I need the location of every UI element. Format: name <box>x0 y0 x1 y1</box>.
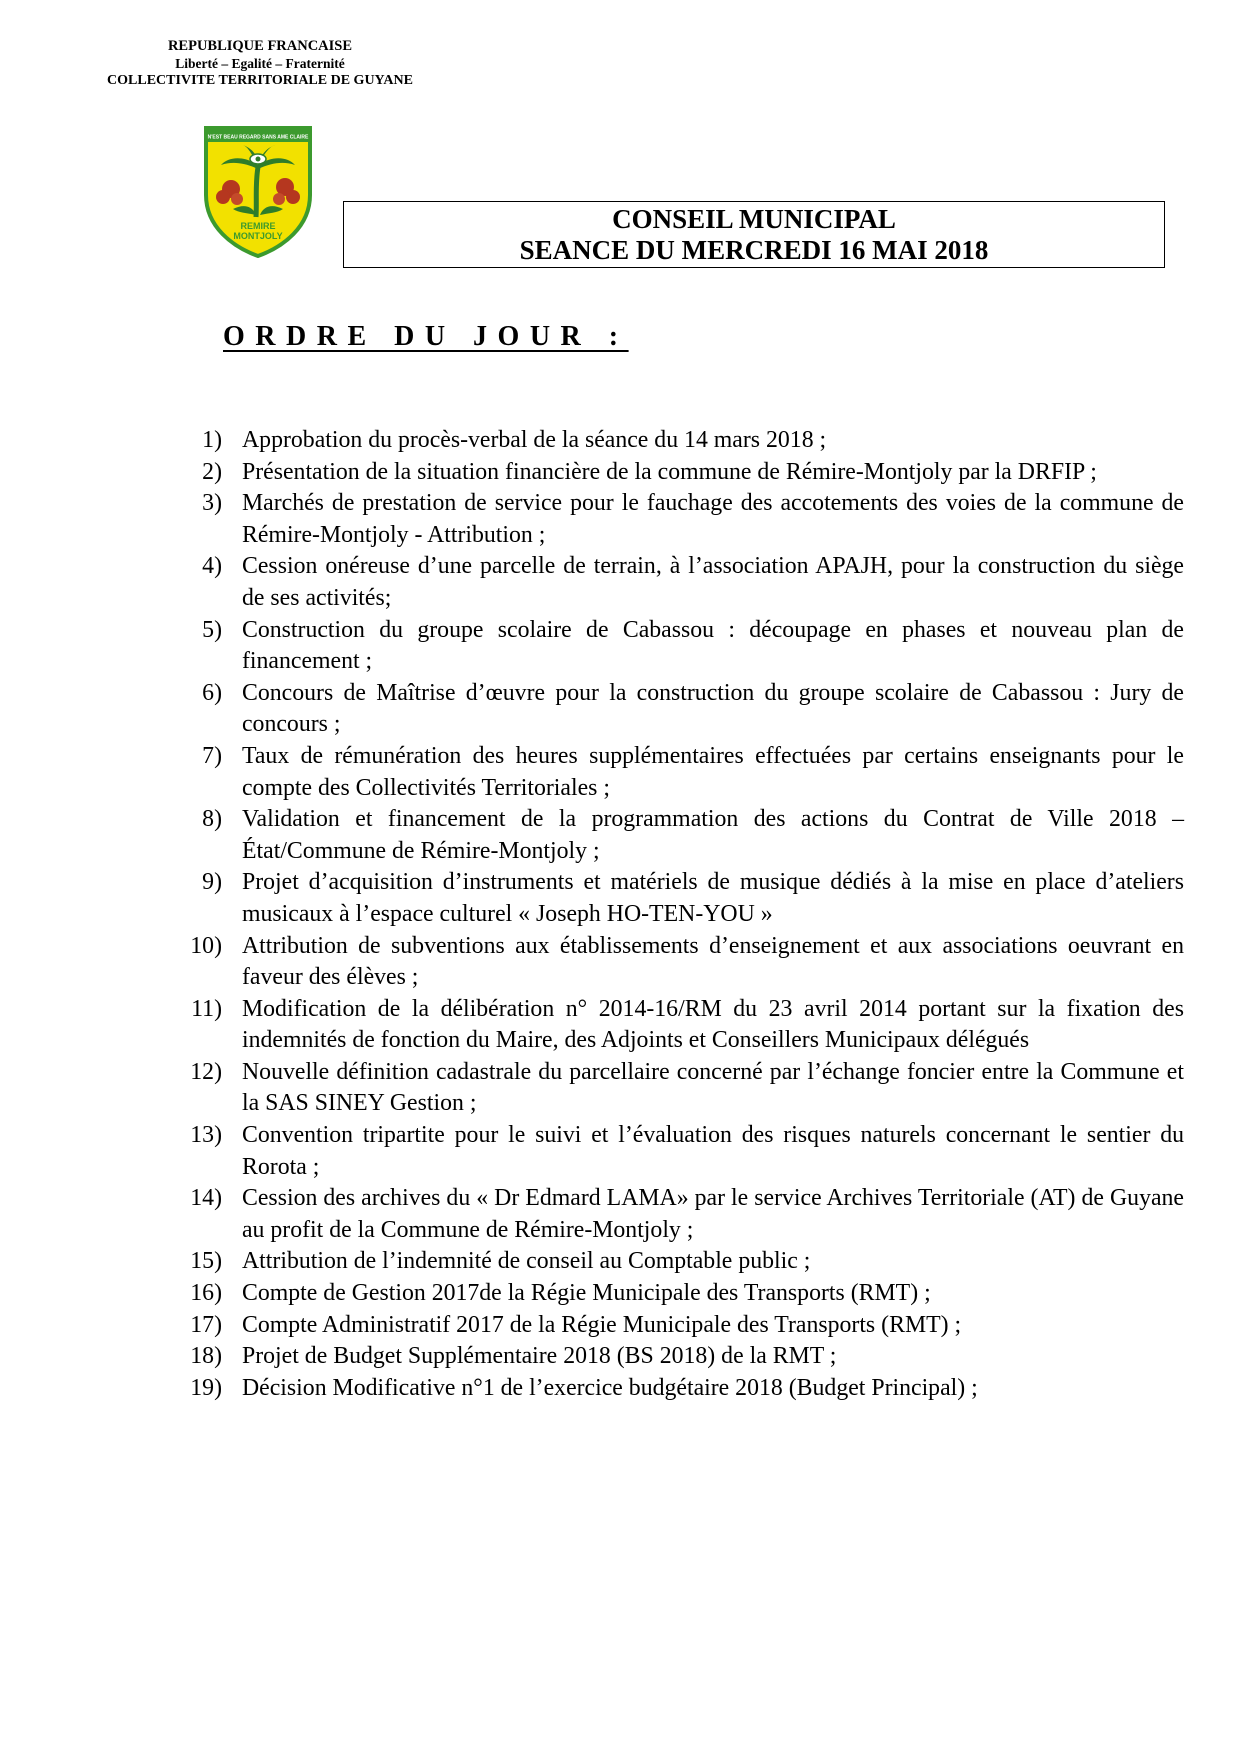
agenda-item <box>170 1278 1184 1310</box>
agenda-item-number: 3) <box>202 490 222 517</box>
agenda-item-number: 13) <box>190 1122 222 1149</box>
agenda-item-number: 2) <box>202 458 222 485</box>
agenda-item <box>170 1183 1184 1246</box>
agenda-item-number: 4) <box>202 553 222 580</box>
agenda-item-text: Approbation du procès-verbal de la séance du 14 mars 2018 ; <box>242 427 827 453</box>
agenda-item-number: 1) <box>202 427 222 453</box>
agenda-item-number: 12) <box>190 1058 222 1085</box>
agenda-item <box>170 994 1184 1057</box>
agenda-item-number: 7) <box>202 742 222 769</box>
meeting-title-box <box>343 201 1165 268</box>
header-block <box>72 38 448 89</box>
agenda-item-text: Attribution de l’indemnité de conseil au Comptable public ; <box>242 1248 811 1275</box>
agenda-item-number: 11) <box>191 995 222 1022</box>
agenda-item <box>170 804 1184 867</box>
agenda-item-text: Compte Administratif 2017 de la Régie Municipale des Transports (RMT) ; <box>242 1311 962 1338</box>
agenda-item <box>170 551 1184 614</box>
agenda-item <box>170 741 1184 804</box>
meeting-title: CONSEIL MUNICIPAL <box>612 204 896 234</box>
agenda-item <box>170 488 1184 551</box>
agenda-item-text: Cession des archives du « Dr Edmard LAMA» par le service Archives Territoriale (AT) de Guyane au profit de la Commune de Rémire-Montjoly ; <box>242 1185 1184 1243</box>
crest-name-line1: REMIRE <box>240 221 276 231</box>
agenda-item-text: Convention tripartite pour le suivi et l’évaluation des risques naturels concernant le sentier du Rorota ; <box>242 1122 1184 1180</box>
agenda-item <box>170 931 1184 994</box>
header-collectivite: COLLECTIVITE TERRITORIALE DE GUYANE <box>107 73 413 88</box>
agenda-item <box>170 867 1184 930</box>
agenda-item-text: Taux de rémunération des heures supplémentaires effectuées par certains enseignants pour le compte des Collectivités Territoriales ; <box>242 742 1184 801</box>
agenda-item-number: 9) <box>202 869 222 896</box>
meeting-date: SEANCE DU MERCREDI 16 MAI 2018 <box>519 235 989 265</box>
agenda-item-text: Présentation de la situation financière de la commune de Rémire-Montjoly par la DRFIP ; <box>242 458 1097 485</box>
remire-montjoly-crest-logo <box>203 125 313 258</box>
agenda-item-number: 19) <box>190 1374 222 1401</box>
agenda-item-number: 17) <box>190 1311 222 1338</box>
agenda-item-text: Validation et financement de la programmation des actions du Contrat de Ville 2018 – État/Commune de Rémire-Montjoly ; <box>242 806 1184 864</box>
agenda-item-number: 6) <box>202 679 222 706</box>
agenda-item-text: Cession onéreuse d’une parcelle de terrain, à l’association APAJH, pour la construction du siège de ses activités; <box>242 553 1184 611</box>
header-devise: Liberté – Egalité – Fraternité <box>175 56 345 71</box>
agenda-item-text: Modification de la délibération n° 2014-16/RM du 23 avril 2014 portant sur la fixation des indemnités de fonction du Maire, des Adjoints et Conseillers Municipaux délégués <box>242 995 1184 1054</box>
agenda-item-number: 15) <box>190 1248 222 1275</box>
agenda-item <box>170 1246 1184 1278</box>
agenda-heading: ORDRE DU JOUR : <box>223 321 629 352</box>
agenda-item-text: Projet de Budget Supplémentaire 2018 (BS 2018) de la RMT ; <box>242 1343 837 1370</box>
agenda-item-text: Nouvelle définition cadastrale du parcellaire concerné par l’échange foncier entre la Commune et la SAS SINEY Gestion ; <box>242 1058 1184 1117</box>
agenda-item <box>170 425 1184 457</box>
agenda-item <box>170 1057 1184 1120</box>
agenda-item <box>170 1341 1184 1373</box>
agenda-item-text: Compte de Gestion 2017de la Régie Municipale des Transports (RMT) ; <box>242 1280 931 1307</box>
agenda-list <box>170 425 1184 1404</box>
agenda-item <box>170 615 1184 678</box>
agenda-item <box>170 1310 1184 1342</box>
agenda-item <box>170 1120 1184 1183</box>
agenda-item-number: 14) <box>190 1185 222 1212</box>
agenda-item-number: 8) <box>202 806 222 833</box>
agenda-item <box>170 1373 1184 1405</box>
agenda-item-text: Construction du groupe scolaire de Cabassou : découpage en phases et nouveau plan de financement ; <box>242 616 1184 675</box>
agenda-item-number: 18) <box>190 1343 222 1370</box>
agenda-item-number: 10) <box>190 932 222 959</box>
agenda-item-text: Concours de Maîtrise d’œuvre pour la construction du groupe scolaire de Cabassou : Jury de concours ; <box>242 679 1184 738</box>
agenda-item-number: 16) <box>190 1280 222 1307</box>
agenda-item <box>170 678 1184 741</box>
agenda-item-number: 5) <box>202 616 222 643</box>
agenda-item-text: Marchés de prestation de service pour le fauchage des accotements des voies de la commune de Rémire-Montjoly - Attribution ; <box>242 490 1184 548</box>
agenda-item-text: Attribution de subventions aux établissements d’enseignement et aux associations oeuvrant en faveur des élèves ; <box>242 932 1184 991</box>
agenda-item <box>170 457 1184 489</box>
header-republique: REPUBLIQUE FRANCAISE <box>167 38 353 54</box>
agenda-item-text: Projet d’acquisition d’instruments et matériels de musique dédiés à la mise en place d’ateliers musicaux à l’espace culturel « Joseph HO-TEN-YOU » <box>242 869 1184 927</box>
crest-name-line2: MONTJOLY <box>233 231 283 241</box>
crest-motto: N'EST BEAU REGARD SANS AME CLAIRE <box>207 134 309 141</box>
agenda-item-text: Décision Modificative n°1 de l’exercice budgétaire 2018 (Budget Principal) ; <box>242 1374 978 1401</box>
